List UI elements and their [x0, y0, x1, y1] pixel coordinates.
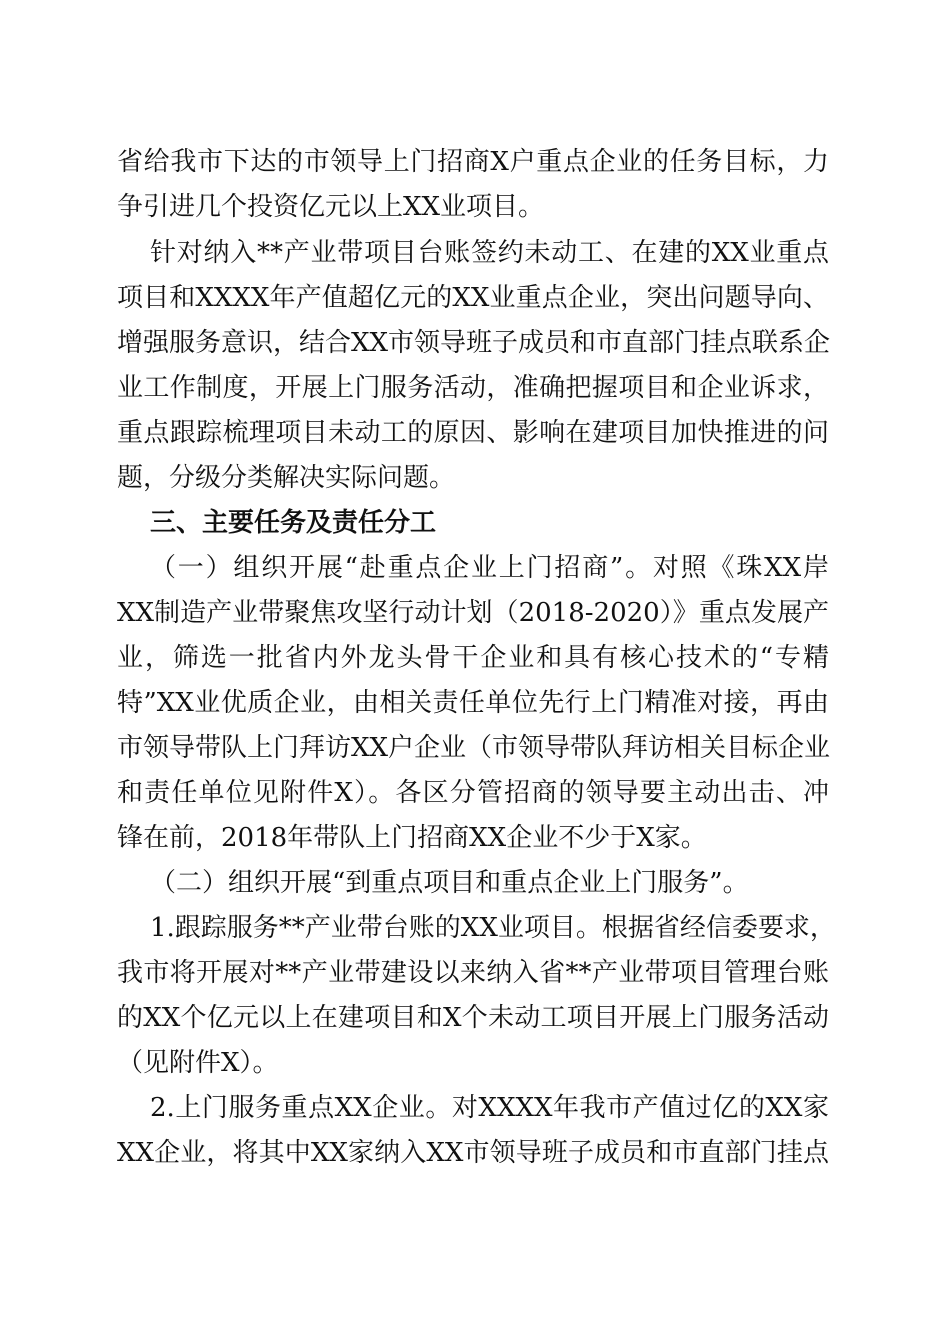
para3-line-2: XX制造产业带聚焦攻坚行动计划（2018-2020）》重点发展产	[117, 598, 829, 628]
para2-line-3: 增强服务意识，结合XX市领导班子成员和市直部门挂点联系企	[117, 328, 831, 358]
para5-line-4: （见附件X）。	[117, 1048, 279, 1078]
para5-line-1: 1.跟踪服务**产业带台账的XX业项目。根据省经信委要求，	[150, 913, 836, 943]
para3-line-1: （一）组织开展“赴重点企业上门招商”。对照《珠XX岸	[150, 553, 829, 583]
para6-line-2: XX企业，将其中XX家纳入XX市领导班子成员和市直部门挂点	[117, 1138, 829, 1168]
para3-line-7: 锋在前，2018年带队上门招商XX企业不少于X家。	[117, 823, 707, 853]
para1-line-2: 争引进几个投资亿元以上XX业项目。	[117, 192, 545, 222]
para3-line-5: 市领导带队上门拜访XX户企业（市领导带队拜访相关目标企业	[117, 733, 831, 763]
para2-line-2: 项目和XXXX年产值超亿元的XX业重点企业，突出问题导向、	[117, 283, 829, 313]
para2-line-5: 重点跟踪梳理项目未动工的原因、影响在建项目加快推进的问	[117, 418, 829, 448]
para2-line-4: 业工作制度，开展上门服务活动，准确把握项目和企业诉求，	[117, 373, 829, 403]
para2-line-1: 针对纳入**产业带项目台账签约未动工、在建的XX业重点	[150, 238, 829, 268]
para3-line-3: 业，筛选一批省内外龙头骨干企业和具有核心技术的“专精	[117, 643, 829, 673]
para3-line-4: 特”XX业优质企业，由相关责任单位先行上门精准对接，再由	[117, 688, 829, 718]
para5-line-2: 我市将开展对**产业带建设以来纳入省**产业带项目管理台账	[117, 958, 829, 988]
para6-line-1: 2.上门服务重点XX企业。对XXXX年我市产值过亿的XX家	[150, 1093, 829, 1123]
para2-line-6: 题，分级分类解决实际问题。	[117, 463, 456, 493]
para1-line-1: 省给我市下达的市领导上门招商X户重点企业的任务目标，力	[117, 147, 829, 177]
para3-line-6: 和责任单位见附件X）。各区分管招商的领导要主动出击、冲	[117, 778, 829, 808]
para5-line-3: 的XX个亿元以上在建项目和X个未动工项目开展上门服务活动	[117, 1003, 829, 1033]
section-heading: 三、主要任务及责任分工	[150, 508, 437, 538]
para4-line-1: （二）组织开展“到重点项目和重点企业上门服务”。	[150, 868, 749, 898]
